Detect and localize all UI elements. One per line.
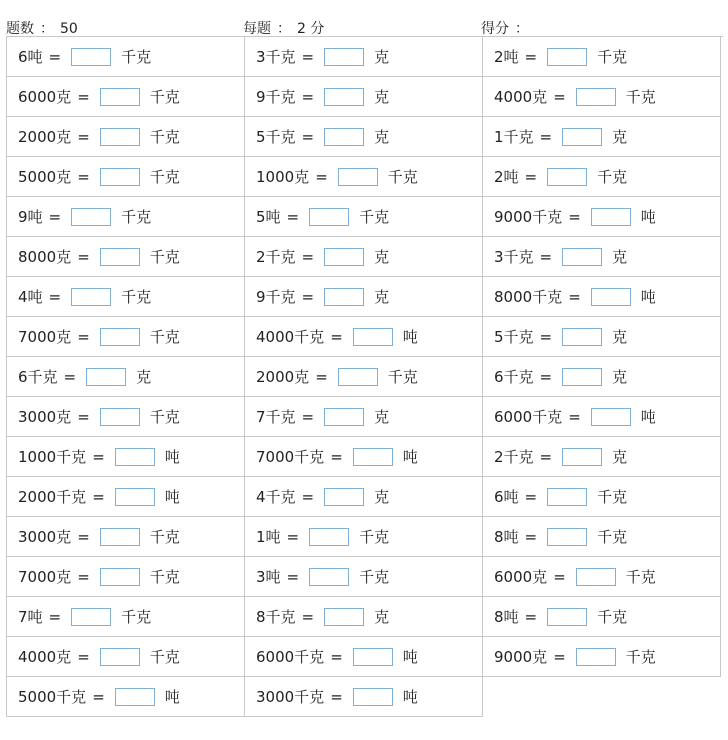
target-unit: 克 [374,48,390,66]
answer-input[interactable] [100,528,140,546]
question-cell [7,357,245,397]
target-unit: 吨 [640,408,656,426]
equals-sign: = [568,207,581,226]
answer-input[interactable] [353,448,393,466]
question-quantity: 4吨 [18,288,43,306]
colon: ： [277,21,291,37]
target-unit: 千克 [387,168,418,186]
target-unit: 千克 [387,368,418,386]
equals-sign: = [553,87,566,106]
answer-input[interactable] [309,528,349,546]
points-per-question-label: 每题 [243,21,271,37]
question-cell [483,357,721,397]
question-cell [483,477,721,517]
target-unit: 千克 [149,408,180,426]
question-cell [245,437,483,477]
equals-sign: = [330,687,343,706]
target-unit: 吨 [164,448,180,466]
answer-input[interactable] [100,248,140,266]
answer-input[interactable] [576,568,616,586]
answer-input[interactable] [100,88,140,106]
answer-input[interactable] [324,488,364,506]
question-quantity: 4000克 [494,88,548,106]
question-quantity: 2吨 [494,168,519,186]
equals-sign: = [301,87,315,106]
target-unit: 千克 [597,48,628,66]
answer-input[interactable] [562,328,602,346]
target-unit: 吨 [402,328,418,346]
answer-input[interactable] [100,128,140,146]
target-unit: 克 [374,608,390,626]
target-unit: 千克 [149,88,180,106]
question-cell [7,197,245,237]
question-quantity: 7000千克 [256,448,325,466]
question-cell [483,157,721,197]
target-unit: 千克 [625,648,656,666]
question-cell [7,37,245,77]
answer-input[interactable] [100,408,140,426]
question-quantity: 3000克 [18,408,72,426]
equals-sign: = [92,487,105,506]
question-quantity: 9000千克 [494,208,563,226]
equals-sign: = [92,687,105,706]
question-cell [483,37,721,77]
question-quantity: 8千克 [256,608,296,626]
equals-sign: = [77,247,90,266]
answer-input[interactable] [71,48,111,66]
target-unit: 克 [374,408,390,426]
question-quantity: 5千克 [256,128,296,146]
target-unit: 克 [374,128,390,146]
question-cell [7,277,245,317]
answer-input[interactable] [562,248,602,266]
target-unit: 吨 [640,288,656,306]
answer-input[interactable] [115,488,155,506]
question-quantity: 3000克 [18,528,72,546]
target-unit: 千克 [625,568,656,586]
answer-input[interactable] [591,288,631,306]
question-quantity: 6吨 [18,48,43,66]
question-cell [245,637,483,677]
equals-sign: = [539,247,553,266]
equals-sign: = [301,287,315,306]
score [481,18,535,38]
target-unit: 吨 [164,688,180,706]
answer-input[interactable] [324,128,364,146]
answer-input[interactable] [100,568,140,586]
question-cell [483,437,721,477]
answer-input[interactable] [576,648,616,666]
question-cell [245,77,483,117]
answer-input[interactable] [100,648,140,666]
target-unit: 克 [612,248,628,266]
question-quantity: 7吨 [18,608,43,626]
colon: ： [40,21,54,37]
question-quantity: 6千克 [494,368,534,386]
answer-input[interactable] [562,448,602,466]
answer-input[interactable] [309,568,349,586]
question-cell [7,677,245,717]
target-unit: 千克 [149,568,180,586]
equals-sign: = [539,447,553,466]
question-count [6,18,78,38]
target-unit: 千克 [597,488,628,506]
equals-sign: = [63,367,77,386]
question-cell [483,397,721,437]
answer-input[interactable] [591,408,631,426]
target-unit: 千克 [359,208,390,226]
equals-sign: = [524,487,538,506]
question-quantity: 8吨 [494,608,519,626]
equals-sign: = [301,127,315,146]
answer-input[interactable] [547,168,587,186]
question-quantity: 6千克 [18,368,58,386]
question-count-label: 题数 [6,21,34,37]
equals-sign: = [539,367,553,386]
question-cell [245,557,483,597]
answer-input[interactable] [324,608,364,626]
equals-sign: = [77,527,90,546]
target-unit: 千克 [359,568,390,586]
equals-sign: = [330,447,343,466]
question-cell [7,557,245,597]
question-cell [245,517,483,557]
question-quantity: 1吨 [256,528,281,546]
answer-input[interactable] [86,368,126,386]
answer-input[interactable] [547,488,587,506]
equals-sign: = [539,327,553,346]
question-quantity: 7000克 [18,568,72,586]
question-cell [483,197,721,237]
question-quantity: 3千克 [494,248,534,266]
question-cell [7,237,245,277]
answer-input[interactable] [338,168,378,186]
empty-cell [483,677,721,717]
equals-sign: = [301,47,315,66]
equals-sign: = [77,407,90,426]
answer-input[interactable] [353,688,393,706]
equals-sign: = [301,487,315,506]
question-quantity: 4000千克 [256,328,325,346]
question-quantity: 6000千克 [256,648,325,666]
target-unit: 千克 [359,528,390,546]
target-unit: 千克 [149,128,180,146]
question-quantity: 7千克 [256,408,296,426]
target-unit: 克 [374,88,390,106]
question-quantity: 8吨 [494,528,519,546]
answer-input[interactable] [562,368,602,386]
equals-sign: = [524,47,538,66]
question-cell [483,317,721,357]
target-unit: 千克 [121,208,152,226]
target-unit: 克 [612,448,628,466]
equals-sign: = [286,207,300,226]
equals-sign: = [48,207,62,226]
target-unit: 千克 [597,168,628,186]
answer-input[interactable] [547,608,587,626]
equals-sign: = [77,127,90,146]
equals-sign: = [77,567,90,586]
equals-sign: = [77,167,90,186]
score-label: 得分 [481,21,509,37]
question-cell [483,557,721,597]
equals-sign: = [524,527,538,546]
question-cell [483,77,721,117]
target-unit: 吨 [402,448,418,466]
equals-sign: = [92,447,105,466]
target-unit: 克 [374,288,390,306]
equals-sign: = [301,407,315,426]
target-unit: 千克 [121,48,152,66]
question-cell [483,277,721,317]
answer-input[interactable] [353,328,393,346]
question-cell [483,237,721,277]
question-cell [7,317,245,357]
target-unit: 千克 [597,528,628,546]
answer-input[interactable] [547,528,587,546]
answer-input[interactable] [71,288,111,306]
answer-input[interactable] [324,288,364,306]
points-per-question [243,18,324,38]
target-unit: 吨 [402,648,418,666]
question-cell [245,397,483,437]
question-cell [483,637,721,677]
question-quantity: 4000克 [18,648,72,666]
equals-sign: = [524,607,538,626]
answer-input[interactable] [100,168,140,186]
question-quantity: 2吨 [494,48,519,66]
question-cell [7,117,245,157]
question-quantity: 2千克 [256,248,296,266]
question-quantity: 1000千克 [18,448,87,466]
question-cell [245,477,483,517]
target-unit: 千克 [597,608,628,626]
equals-sign: = [286,567,300,586]
target-unit: 克 [374,248,390,266]
answer-input[interactable] [562,128,602,146]
question-cell [245,237,483,277]
question-quantity: 3000千克 [256,688,325,706]
answer-input[interactable] [324,408,364,426]
question-cell [7,437,245,477]
equals-sign: = [330,327,343,346]
target-unit: 千克 [149,648,180,666]
question-cell [483,517,721,557]
question-cell [245,117,483,157]
question-cell [7,477,245,517]
target-unit: 千克 [149,168,180,186]
target-unit: 克 [612,128,628,146]
equals-sign: = [524,167,538,186]
question-quantity: 5吨 [256,208,281,226]
equals-sign: = [330,647,343,666]
question-quantity: 9000克 [494,648,548,666]
equals-sign: = [568,287,581,306]
question-quantity: 6000克 [494,568,548,586]
target-unit: 千克 [149,248,180,266]
question-cell [483,597,721,637]
target-unit: 千克 [121,608,152,626]
answer-input[interactable] [324,48,364,66]
equals-sign: = [301,247,315,266]
equals-sign: = [553,647,566,666]
answer-input[interactable] [115,688,155,706]
question-cell [7,597,245,637]
question-quantity: 3千克 [256,48,296,66]
question-quantity: 2000克 [256,368,310,386]
target-unit: 吨 [402,688,418,706]
question-cell [7,397,245,437]
question-quantity: 8000千克 [494,288,563,306]
question-quantity: 6吨 [494,488,519,506]
target-unit: 吨 [164,488,180,506]
equals-sign: = [77,87,90,106]
question-quantity: 4千克 [256,488,296,506]
answer-input[interactable] [338,368,378,386]
answer-input[interactable] [353,648,393,666]
question-quantity: 9千克 [256,88,296,106]
question-cell [245,317,483,357]
question-quantity: 8000克 [18,248,72,266]
equals-sign: = [315,167,328,186]
question-quantity: 9千克 [256,288,296,306]
question-quantity: 6000千克 [494,408,563,426]
target-unit: 千克 [121,288,152,306]
equals-sign: = [315,367,328,386]
question-cell [245,597,483,637]
target-unit: 吨 [640,208,656,226]
question-quantity: 2千克 [494,448,534,466]
answer-input[interactable] [71,608,111,626]
question-cell [245,277,483,317]
answer-input[interactable] [71,208,111,226]
question-quantity: 5000克 [18,168,72,186]
colon: ： [515,21,529,37]
question-cell [245,357,483,397]
target-unit: 克 [136,368,152,386]
equals-sign: = [301,607,315,626]
question-cell [7,517,245,557]
answer-input[interactable] [115,448,155,466]
answer-input[interactable] [324,88,364,106]
question-cell [245,37,483,77]
equals-sign: = [77,647,90,666]
answer-input[interactable] [547,48,587,66]
equals-sign: = [539,127,553,146]
equals-sign: = [48,287,62,306]
equals-sign: = [48,607,62,626]
question-quantity: 2000克 [18,128,72,146]
question-cell [245,157,483,197]
answer-input[interactable] [309,208,349,226]
target-unit: 克 [612,368,628,386]
answer-input[interactable] [591,208,631,226]
question-quantity: 7000克 [18,328,72,346]
points-per-question-value: 2 分 [297,21,325,37]
question-quantity: 5000千克 [18,688,87,706]
question-cell [483,117,721,157]
target-unit: 千克 [149,328,180,346]
question-quantity: 6000克 [18,88,72,106]
question-grid [6,36,723,717]
answer-input[interactable] [100,328,140,346]
question-cell [7,637,245,677]
equals-sign: = [77,327,90,346]
question-cell [7,157,245,197]
target-unit: 千克 [625,88,656,106]
worksheet-header [0,0,728,36]
equals-sign: = [48,47,62,66]
target-unit: 千克 [149,528,180,546]
question-quantity: 9吨 [18,208,43,226]
question-quantity: 2000千克 [18,488,87,506]
equals-sign: = [568,407,581,426]
answer-input[interactable] [324,248,364,266]
answer-input[interactable] [576,88,616,106]
question-cell [7,77,245,117]
question-count-value: 50 [60,21,78,37]
equals-sign: = [553,567,566,586]
question-cell [245,197,483,237]
question-quantity: 3吨 [256,568,281,586]
question-quantity: 1000克 [256,168,310,186]
equals-sign: = [286,527,300,546]
target-unit: 克 [374,488,390,506]
question-quantity: 5千克 [494,328,534,346]
target-unit: 克 [612,328,628,346]
question-quantity: 1千克 [494,128,534,146]
question-cell [245,677,483,717]
